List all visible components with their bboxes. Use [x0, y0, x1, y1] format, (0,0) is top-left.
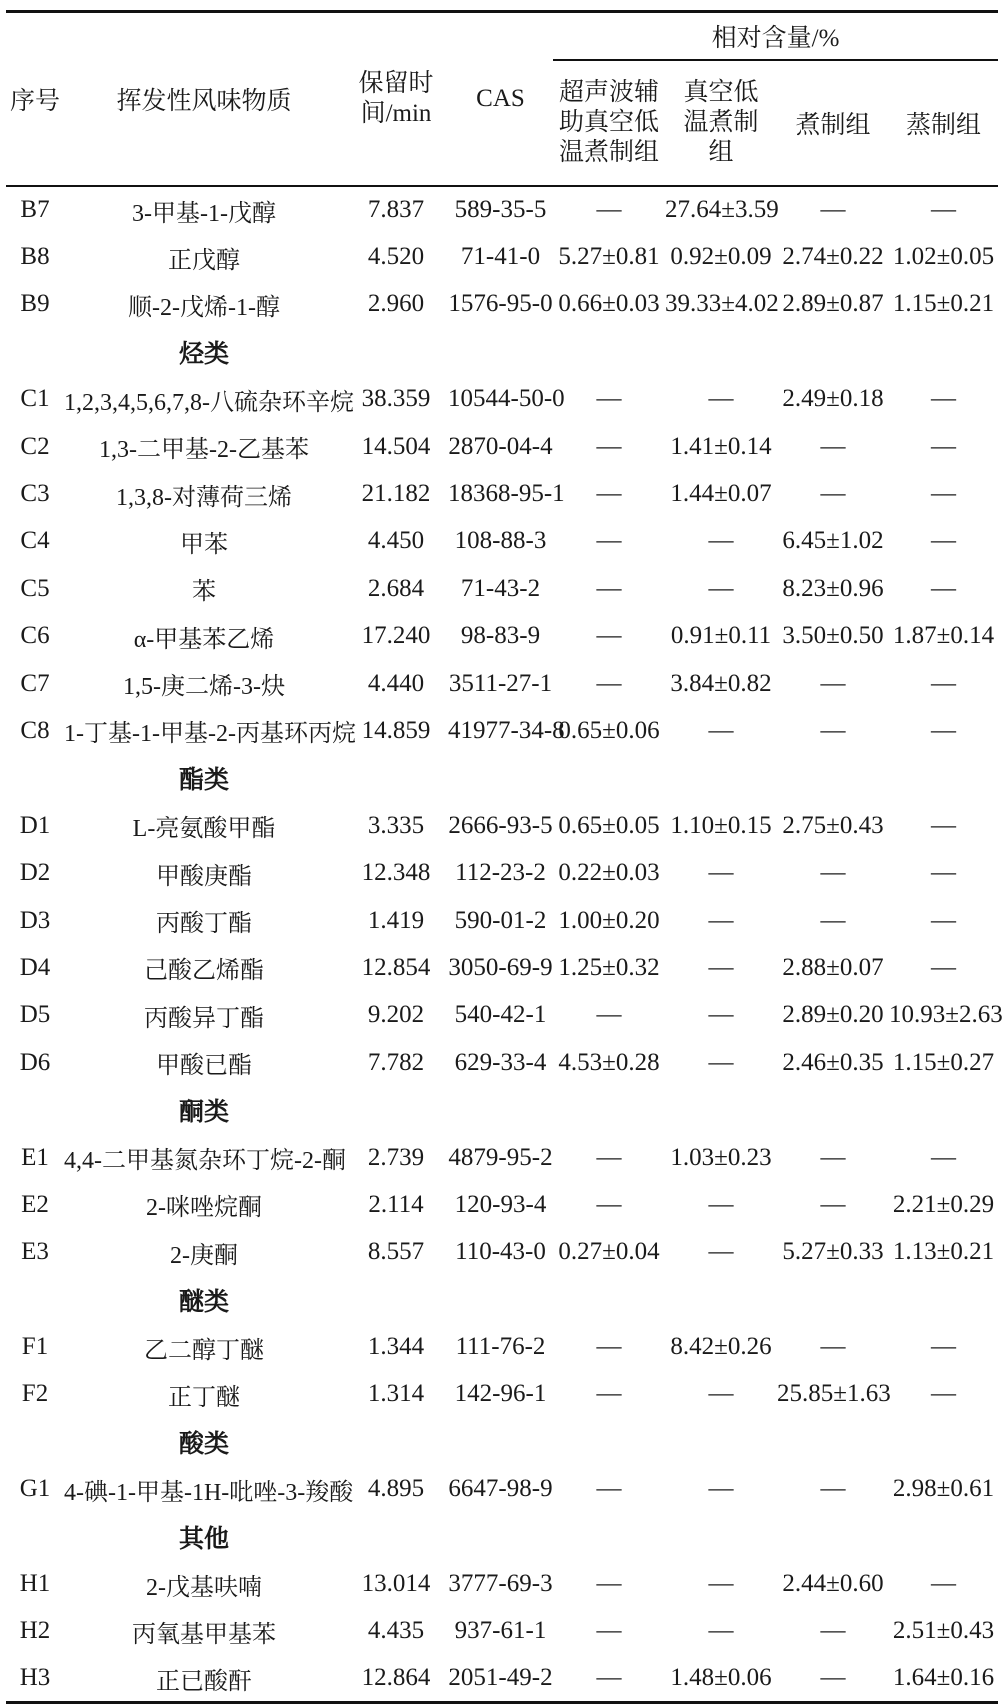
- cell-content-1: —: [596, 1333, 622, 1361]
- cell-content-1: —: [596, 1664, 622, 1692]
- cell-cas: 108-88-3: [454, 527, 547, 555]
- cell-content-4: —: [931, 432, 957, 460]
- cell-no: D6: [19, 1048, 51, 1076]
- cell-content-4: 1.15±0.21: [892, 290, 995, 318]
- cell-content-4: 2.98±0.61: [892, 1475, 995, 1503]
- cell-cas: 120-93-4: [454, 1190, 547, 1218]
- table-row: [6, 660, 998, 707]
- cell-cas: 71-41-0: [460, 243, 541, 271]
- cell-content-3: 25.85±1.63: [777, 1380, 891, 1408]
- cell-content-2: 1.41±0.14: [670, 432, 772, 460]
- table-row: [6, 849, 998, 896]
- category-label: 烃类: [178, 340, 229, 368]
- table-row: [6, 518, 998, 565]
- category-row: [6, 328, 998, 375]
- cell-content-1: 1.00±0.20: [558, 906, 660, 934]
- table-row: [6, 565, 998, 612]
- table-row: [6, 1466, 998, 1513]
- cell-content-4: —: [931, 859, 957, 887]
- cell-compound: 3-甲基-1-戊醇: [132, 200, 276, 227]
- cell-content-4: 1.87±0.14: [892, 622, 995, 650]
- cell-no: F1: [21, 1333, 49, 1361]
- table-row: [6, 186, 998, 233]
- header-group-boiled: 煮制组: [795, 112, 871, 139]
- cell-compound: 正戊醇: [168, 247, 240, 274]
- category-fill: [344, 1418, 998, 1465]
- cell-content-1: —: [596, 1475, 622, 1503]
- cell-content-3: 2.89±0.87: [782, 290, 884, 318]
- cell-retention-time: 12.864: [361, 1664, 431, 1692]
- cell-compound: 丙酸丁酯: [156, 911, 252, 938]
- cell-content-1: —: [596, 1190, 622, 1218]
- cell-no: C5: [20, 574, 50, 602]
- cell-no: E3: [21, 1238, 49, 1266]
- cell-compound: 1,2,3,4,5,6,7,8-八硫杂环辛烷: [64, 389, 354, 416]
- category-fill: [344, 1513, 998, 1560]
- cell-retention-time: 7.837: [367, 196, 425, 224]
- cell-compound: 正已酸酐: [156, 1668, 252, 1695]
- cell-content-2: 1.44±0.07: [670, 480, 772, 508]
- cell-content-2: 1.03±0.23: [670, 1143, 772, 1171]
- cell-no: B7: [20, 196, 50, 224]
- cell-retention-time: 13.014: [361, 1570, 431, 1598]
- cell-content-4: 2.21±0.29: [892, 1190, 995, 1218]
- cell-content-3: 2.74±0.22: [782, 243, 884, 271]
- table-row: [6, 1134, 998, 1181]
- cell-content-4: —: [931, 574, 957, 602]
- cell-content-1: —: [596, 669, 622, 697]
- cell-cas: 111-76-2: [455, 1333, 546, 1361]
- cell-no: F2: [21, 1380, 49, 1408]
- cell-retention-time: 14.504: [361, 432, 431, 460]
- cell-retention-time: 2.684: [367, 574, 425, 602]
- cell-content-3: —: [820, 1143, 846, 1171]
- table-body: [6, 186, 1003, 1703]
- cell-no: G1: [19, 1475, 51, 1503]
- category-fill: [344, 755, 998, 802]
- table-row: [6, 376, 998, 423]
- cell-content-2: 1.48±0.06: [670, 1664, 772, 1692]
- cell-compound: 1-丁基-1-甲基-2-丙基环丙烷: [64, 721, 356, 748]
- table-row: [6, 1229, 998, 1276]
- cell-compound: 乙二醇丁醚: [144, 1337, 264, 1364]
- cell-content-4: —: [931, 669, 957, 697]
- cell-compound: 正丁醚: [168, 1384, 240, 1411]
- cell-content-3: —: [820, 906, 846, 934]
- cell-content-2: —: [708, 527, 734, 555]
- cell-cas: 2870-04-4: [448, 432, 553, 460]
- category-label: 其他: [178, 1525, 229, 1553]
- cell-retention-time: 1.314: [367, 1380, 425, 1408]
- category-label: 酯类: [178, 767, 229, 795]
- category-row: [6, 1276, 998, 1323]
- cell-no: D4: [19, 953, 51, 981]
- table-row: [6, 944, 998, 991]
- cell-compound: 丙酸异丁酯: [144, 1005, 264, 1032]
- cell-content-1: —: [596, 385, 622, 413]
- category-spacer: [6, 755, 64, 802]
- cell-retention-time: 4.435: [367, 1617, 425, 1645]
- cell-content-2: —: [708, 385, 734, 413]
- cell-content-4: —: [931, 1570, 957, 1598]
- cell-no: D5: [19, 1001, 51, 1029]
- cell-content-4: —: [931, 527, 957, 555]
- cell-content-1: 4.53±0.28: [558, 1048, 660, 1076]
- cell-content-1: 0.65±0.06: [558, 716, 660, 744]
- cell-retention-time: 2.739: [367, 1143, 425, 1171]
- cell-content-1: —: [596, 1380, 622, 1408]
- category-label: 酮类: [178, 1099, 229, 1127]
- cell-retention-time: 2.114: [368, 1190, 424, 1218]
- header-cas: CAS: [448, 12, 553, 187]
- category-spacer: [6, 1513, 64, 1560]
- table-row: [6, 281, 998, 328]
- cell-cas: 110-43-0: [455, 1238, 546, 1266]
- table-row: [6, 1371, 998, 1418]
- cell-cas: 540-42-1: [454, 1001, 547, 1029]
- cell-content-1: —: [596, 432, 622, 460]
- cell-compound: 2-庚酮: [170, 1242, 238, 1269]
- cell-content-2: 8.42±0.26: [670, 1333, 772, 1361]
- cell-content-2: —: [708, 1048, 734, 1076]
- header-compound: 挥发性风味物质: [64, 12, 344, 187]
- cell-compound: 顺-2-戊烯-1-醇: [128, 294, 280, 321]
- cell-content-1: 5.27±0.81: [558, 243, 660, 271]
- cell-content-2: —: [708, 1190, 734, 1218]
- cell-no: H1: [19, 1570, 51, 1598]
- cell-content-1: —: [596, 480, 622, 508]
- cell-retention-time: 38.359: [361, 385, 431, 413]
- cell-content-3: 2.46±0.35: [782, 1048, 884, 1076]
- cell-cas: 3050-69-9: [448, 953, 553, 981]
- cell-no: H2: [19, 1617, 51, 1645]
- cell-content-4: 1.15±0.27: [892, 1048, 995, 1076]
- cell-content-1: —: [596, 1143, 622, 1171]
- cell-content-3: 2.89±0.20: [782, 1001, 884, 1029]
- cell-cas: 937-61-1: [454, 1617, 547, 1645]
- cell-compound: 甲酸已酯: [156, 1053, 252, 1080]
- table-row: [6, 613, 998, 660]
- cell-content-2: 39.33±4.02: [665, 290, 779, 318]
- cell-compound: 2-戊基呋喃: [146, 1574, 262, 1601]
- cell-retention-time: 12.854: [361, 953, 431, 981]
- category-spacer: [6, 1418, 64, 1465]
- cell-retention-time: 14.859: [361, 716, 431, 744]
- cell-content-2: —: [708, 906, 734, 934]
- cell-cas: 41977-34-8: [448, 716, 565, 744]
- cell-content-1: 0.66±0.03: [558, 290, 660, 318]
- cell-content-3: 2.44±0.60: [782, 1570, 884, 1598]
- cell-compound: 4,4-二甲基氮杂环丁烷-2-酮: [64, 1148, 346, 1174]
- cell-retention-time: 21.182: [361, 480, 431, 508]
- cell-no: C4: [20, 527, 50, 555]
- cell-retention-time: 4.520: [367, 243, 425, 271]
- cell-content-3: —: [820, 480, 846, 508]
- category-fill: [344, 1276, 998, 1323]
- cell-compound: 4-碘-1-甲基-1H-吡唑-3-羧酸: [64, 1479, 354, 1506]
- cell-compound: 1,5-庚二烯-3-炔: [123, 674, 285, 701]
- cell-retention-time: 8.557: [367, 1238, 425, 1266]
- category-row: [6, 1086, 998, 1133]
- cell-content-1: —: [596, 1001, 622, 1029]
- cell-cas: 3511-27-1: [448, 669, 553, 697]
- table-row: [6, 1608, 998, 1655]
- cell-content-2: 1.10±0.15: [670, 811, 772, 839]
- cell-content-4: —: [931, 196, 957, 224]
- cell-no: D3: [19, 906, 51, 934]
- cell-content-2: —: [708, 1570, 734, 1598]
- cell-no: E2: [21, 1190, 49, 1218]
- table-row: [6, 1655, 998, 1702]
- cell-cas: 142-96-1: [454, 1380, 547, 1408]
- table-row: [6, 707, 998, 754]
- cell-content-1: —: [596, 527, 622, 555]
- cell-no: C1: [20, 385, 50, 413]
- header-retention-time: 保留时间/min: [344, 12, 448, 187]
- cell-no: E1: [21, 1143, 49, 1171]
- cell-content-1: —: [596, 1570, 622, 1598]
- cell-content-2: —: [708, 574, 734, 602]
- cell-content-4: 10.93±2.63: [889, 1001, 1003, 1029]
- header-no: 序号: [6, 12, 64, 187]
- table-row: [6, 470, 998, 517]
- cell-no: B9: [20, 290, 50, 318]
- cell-content-4: 1.02±0.05: [892, 243, 995, 271]
- cell-no: B8: [20, 243, 50, 271]
- cell-content-2: —: [708, 1475, 734, 1503]
- cell-cas: 71-43-2: [460, 574, 541, 602]
- table-row: [6, 1323, 998, 1370]
- cell-compound: 甲苯: [180, 531, 228, 558]
- cell-compound: L-亮氨酸甲酯: [132, 816, 276, 843]
- table-row: [6, 1181, 998, 1228]
- header-relative-content: 相对含量/%: [553, 12, 998, 61]
- category-label: 酸类: [178, 1430, 229, 1458]
- cell-no: C2: [20, 432, 50, 460]
- cell-cas: 2666-93-5: [448, 811, 553, 839]
- table-row: [6, 802, 998, 849]
- cell-retention-time: 12.348: [361, 859, 431, 887]
- cell-compound: 己酸乙烯酯: [144, 958, 264, 985]
- cell-content-3: 3.50±0.50: [782, 622, 884, 650]
- cell-content-4: —: [931, 906, 957, 934]
- header-group-vacuum: 真空低温煮制组: [683, 79, 759, 166]
- cell-content-3: 8.23±0.96: [782, 574, 884, 602]
- cell-content-4: —: [931, 811, 957, 839]
- cell-content-3: 2.49±0.18: [782, 385, 884, 413]
- cell-retention-time: 1.344: [367, 1333, 425, 1361]
- cell-retention-time: 9.202: [367, 1001, 425, 1029]
- category-row: [6, 1418, 998, 1465]
- header-group-ultrasonic: 超声波辅助真空低温煮制组: [559, 79, 660, 166]
- cell-content-1: 0.65±0.05: [558, 811, 660, 839]
- category-label: 醚类: [178, 1288, 229, 1316]
- header-group-steamed: 蒸制组: [906, 112, 982, 139]
- cell-content-2: —: [708, 1617, 734, 1645]
- cell-content-4: 2.51±0.43: [892, 1617, 995, 1645]
- cell-content-2: 0.91±0.11: [670, 622, 772, 650]
- cell-content-3: —: [820, 859, 846, 887]
- volatile-compounds-table: [6, 10, 1003, 1704]
- table-row: [6, 1039, 998, 1086]
- cell-content-2: —: [708, 953, 734, 981]
- cell-content-4: —: [931, 1333, 957, 1361]
- cell-content-3: —: [820, 1664, 846, 1692]
- category-row: [6, 1513, 998, 1560]
- cell-content-2: 27.64±3.59: [665, 196, 779, 224]
- cell-compound: 甲酸庚酯: [156, 863, 252, 890]
- table-row: [6, 233, 998, 280]
- cell-content-3: —: [820, 1190, 846, 1218]
- cell-compound: 1,3,8-对薄荷三烯: [116, 484, 292, 511]
- cell-content-3: —: [820, 432, 846, 460]
- cell-content-3: 2.88±0.07: [782, 953, 884, 981]
- category-fill: [344, 328, 998, 375]
- cell-no: C3: [20, 480, 50, 508]
- cell-cas: 4879-95-2: [448, 1143, 553, 1171]
- cell-no: D2: [19, 859, 51, 887]
- cell-content-3: 5.27±0.33: [782, 1238, 884, 1266]
- cell-content-1: —: [596, 574, 622, 602]
- cell-content-2: —: [708, 1380, 734, 1408]
- cell-no: C8: [20, 716, 50, 744]
- cell-cas: 589-35-5: [454, 196, 547, 224]
- cell-content-2: 0.92±0.09: [670, 243, 772, 271]
- cell-content-3: —: [820, 1333, 846, 1361]
- cell-cas: 6647-98-9: [448, 1475, 553, 1503]
- cell-retention-time: 2.960: [367, 290, 425, 318]
- table-row: [6, 1560, 998, 1607]
- cell-retention-time: 3.335: [367, 811, 425, 839]
- cell-retention-time: 7.782: [367, 1048, 425, 1076]
- cell-content-3: —: [820, 669, 846, 697]
- table-container: [6, 10, 1003, 1704]
- cell-content-2: —: [708, 1238, 734, 1266]
- category-spacer: [6, 1276, 64, 1323]
- cell-cas: 18368-95-1: [448, 480, 565, 508]
- table-row: [6, 992, 998, 1039]
- cell-compound: 1,3-二甲基-2-乙基苯: [99, 437, 309, 464]
- cell-content-4: 1.64±0.16: [892, 1664, 995, 1692]
- cell-cas: 590-01-2: [454, 906, 547, 934]
- cell-retention-time: 1.419: [367, 906, 425, 934]
- cell-content-2: —: [708, 1001, 734, 1029]
- cell-content-3: —: [820, 716, 846, 744]
- cell-content-2: —: [708, 859, 734, 887]
- cell-content-1: 0.27±0.04: [558, 1238, 660, 1266]
- cell-retention-time: 4.450: [367, 527, 425, 555]
- cell-content-1: 0.22±0.03: [558, 859, 660, 887]
- cell-content-4: 1.13±0.21: [892, 1238, 995, 1266]
- cell-content-3: —: [820, 1475, 846, 1503]
- cell-no: C7: [20, 669, 50, 697]
- cell-cas: 10544-50-0: [448, 385, 565, 413]
- cell-content-1: —: [596, 1617, 622, 1645]
- cell-content-3: 6.45±1.02: [782, 527, 884, 555]
- cell-compound: 苯: [192, 579, 216, 606]
- cell-content-1: —: [596, 622, 622, 650]
- category-fill: [344, 1086, 998, 1133]
- cell-cas: 1576-95-0: [448, 290, 553, 318]
- cell-compound: α-甲基苯乙烯: [133, 626, 275, 653]
- cell-content-2: —: [708, 716, 734, 744]
- cell-content-3: 2.75±0.43: [782, 811, 884, 839]
- cell-content-3: —: [820, 1617, 846, 1645]
- cell-content-3: —: [820, 196, 846, 224]
- cell-cas: 112-23-2: [455, 859, 546, 887]
- cell-cas: 3777-69-3: [448, 1570, 553, 1598]
- category-row: [6, 755, 998, 802]
- cell-content-4: —: [931, 1143, 957, 1171]
- cell-cas: 98-83-9: [460, 622, 541, 650]
- cell-content-1: —: [596, 196, 622, 224]
- cell-no: H3: [19, 1664, 51, 1692]
- cell-compound: 2-咪唑烷酮: [146, 1195, 262, 1222]
- cell-content-1: 1.25±0.32: [558, 953, 660, 981]
- cell-cas: 2051-49-2: [448, 1664, 553, 1692]
- cell-content-4: —: [931, 385, 957, 413]
- cell-content-4: —: [931, 1380, 957, 1408]
- table-row: [6, 897, 998, 944]
- cell-content-2: 3.84±0.82: [670, 669, 772, 697]
- cell-content-4: —: [931, 480, 957, 508]
- cell-cas: 629-33-4: [454, 1048, 547, 1076]
- cell-no: D1: [19, 811, 51, 839]
- cell-retention-time: 17.240: [361, 622, 431, 650]
- category-spacer: [6, 1086, 64, 1133]
- cell-compound: 丙氧基甲基苯: [132, 1621, 276, 1648]
- category-spacer: [6, 328, 64, 375]
- cell-content-4: —: [931, 953, 957, 981]
- cell-retention-time: 4.895: [367, 1475, 425, 1503]
- cell-retention-time: 4.440: [367, 669, 425, 697]
- cell-no: C6: [20, 622, 50, 650]
- cell-content-4: —: [931, 716, 957, 744]
- table-row: [6, 423, 998, 470]
